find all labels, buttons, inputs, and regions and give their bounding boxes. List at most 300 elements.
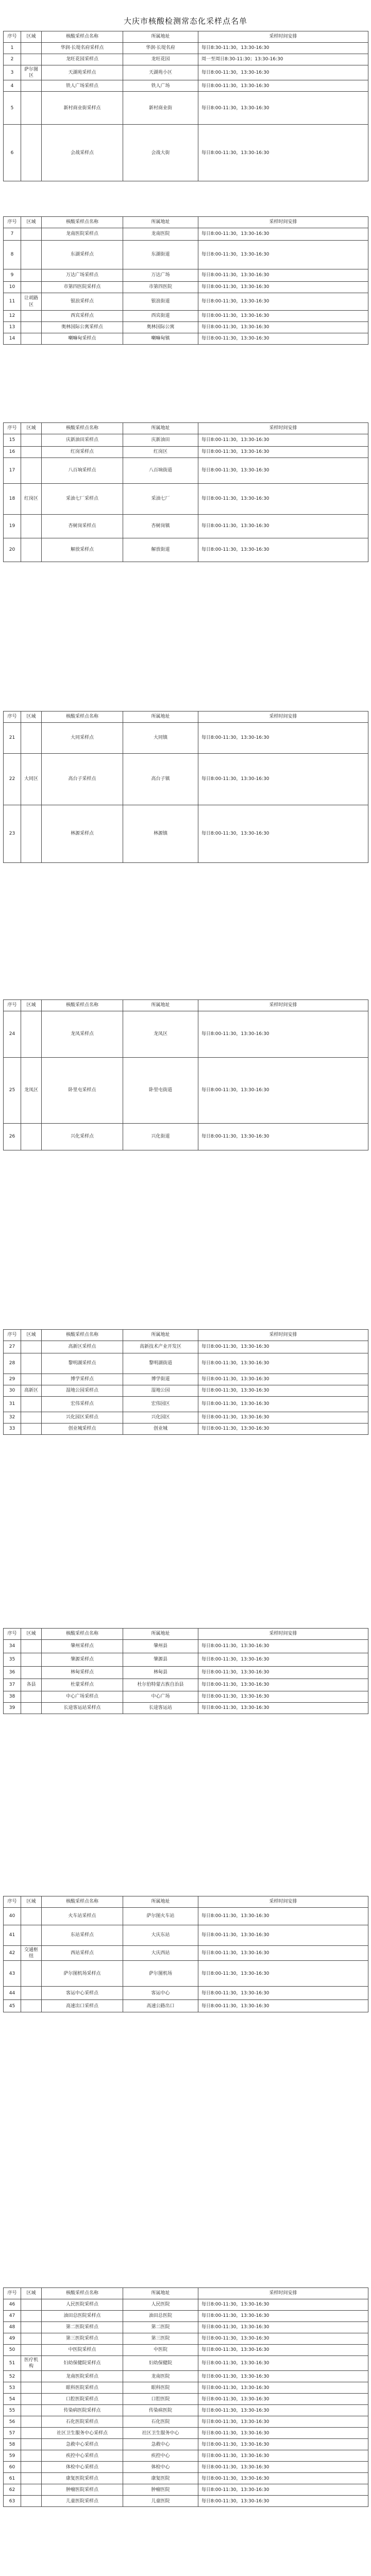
- table-row: [4, 1058, 368, 1124]
- table-row: [4, 1124, 368, 1150]
- site-hours: 每日8:00-11:30，13:30-16:30: [198, 2462, 368, 2473]
- table-row: [4, 484, 368, 515]
- row-area: [21, 434, 42, 447]
- site-hours: 每日8:00-11:30，13:30-16:30: [198, 2382, 368, 2394]
- row-area: 龙凤区: [21, 1058, 42, 1124]
- site-name: 杜蒙采样点: [42, 1679, 123, 1691]
- row-area: [21, 1423, 42, 1435]
- row-number: 46: [4, 2299, 21, 2311]
- table-header-row: [4, 1896, 368, 1908]
- site-name: 萨尔图机场采样点: [42, 1961, 123, 1987]
- site-name: 天湖苑采样点: [42, 65, 123, 80]
- sampling-table: [3, 1628, 368, 1714]
- row-area: 让胡路区: [21, 293, 42, 311]
- site-location: 林甸县: [123, 1667, 198, 1679]
- row-area: [21, 447, 42, 458]
- sampling-table: [3, 216, 368, 345]
- column-header: 区域: [21, 1330, 42, 1341]
- row-number: 39: [4, 1703, 21, 1714]
- site-name: 喇嘛甸采样点: [42, 333, 123, 345]
- site-name: 新村商业街采样点: [42, 92, 123, 125]
- row-number: 58: [4, 2439, 21, 2450]
- site-name: 肇源采样点: [42, 1653, 123, 1667]
- table-row: [4, 2405, 368, 2416]
- table-row: [4, 805, 368, 863]
- site-hours: 每日8:00-11:30，13:30-16:30: [198, 2405, 368, 2416]
- table-row: [4, 241, 368, 269]
- row-number: 44: [4, 1987, 21, 2000]
- site-hours: 每日8:00-11:30，13:30-16:30: [198, 293, 368, 311]
- table-header-row: [4, 711, 368, 723]
- site-location: 兴化园区: [123, 1412, 198, 1423]
- site-hours: 周一至周日8:30-11:30；13:30-16:30: [198, 54, 368, 65]
- row-area: [21, 2311, 42, 2322]
- row-area: [21, 1925, 42, 1946]
- site-name: 市第四医院采样点: [42, 282, 123, 293]
- row-area: [21, 2484, 42, 2496]
- column-header: 序号: [4, 1330, 21, 1341]
- row-area: [21, 2439, 42, 2450]
- site-name: 博学采样点: [42, 1374, 123, 1385]
- site-name: 客运中心采样点: [42, 1987, 123, 2000]
- sampling-table: [3, 1329, 368, 1435]
- site-hours: 每日8:00-11:30，13:30-16:30: [198, 311, 368, 322]
- column-header: 核酸采样点名称: [42, 1000, 123, 1011]
- row-number: 48: [4, 2322, 21, 2333]
- site-name: 西站采样点: [42, 1946, 123, 1961]
- table-row: [4, 1397, 368, 1412]
- site-location: 宏伟园区: [123, 1397, 198, 1412]
- row-area: [21, 1412, 42, 1423]
- column-header: 核酸采样点名称: [42, 217, 123, 228]
- site-hours: 每日8:00-11:30，13:30-16:30: [198, 125, 368, 181]
- site-hours: 每日8:00-11:30，13:30-16:30: [198, 282, 368, 293]
- row-number: 63: [4, 2496, 21, 2507]
- site-hours: 每日8:00-11:30，13:30-16:30: [198, 241, 368, 269]
- site-location: 兴化街道: [123, 1124, 198, 1150]
- row-number: 61: [4, 2473, 21, 2484]
- row-area: 高新区: [21, 1385, 42, 1397]
- row-area: [21, 1653, 42, 1667]
- table-row: [4, 2371, 368, 2382]
- site-name: 疾控中心采样点: [42, 2450, 123, 2462]
- row-number: 28: [4, 1353, 21, 1374]
- table-row: [4, 1011, 368, 1058]
- site-hours: 每日8:00-11:30，13:30-16:30: [198, 1423, 368, 1435]
- site-location: 大庆东站: [123, 1925, 198, 1946]
- table-row: [4, 2394, 368, 2405]
- row-number: 14: [4, 333, 21, 345]
- table-row: [4, 1908, 368, 1925]
- sampling-table: [3, 422, 368, 562]
- site-location: 解放街道: [123, 538, 198, 562]
- row-number: 42: [4, 1946, 21, 1961]
- site-name: 林源采样点: [42, 805, 123, 863]
- row-area: 各县: [21, 1679, 42, 1691]
- row-area: [21, 723, 42, 754]
- table-row: [4, 723, 368, 754]
- row-area: [21, 1374, 42, 1385]
- site-location: 市第四医院: [123, 282, 198, 293]
- table-row: [4, 2356, 368, 2371]
- site-name: 红岗采样点: [42, 447, 123, 458]
- column-header: 采样时间安排: [198, 2288, 368, 2299]
- column-header: 区域: [21, 1896, 42, 1908]
- site-name: 火车站采样点: [42, 1908, 123, 1925]
- site-name: 高速出口采样点: [42, 2000, 123, 2012]
- site-hours: 每日8:00-11:30，13:30-16:30: [198, 333, 368, 345]
- site-name: 石化医院采样点: [42, 2416, 123, 2428]
- site-name: 黎明湖采样点: [42, 1353, 123, 1374]
- row-area: [21, 2450, 42, 2462]
- table-row: [4, 515, 368, 538]
- row-number: 22: [4, 754, 21, 805]
- table-row: [4, 293, 368, 311]
- site-hours: 每日8:00-11:30，13:30-16:30: [198, 2496, 368, 2507]
- column-header: 采样时间安排: [198, 1000, 368, 1011]
- row-number: 31: [4, 1397, 21, 1412]
- table-row: [4, 125, 368, 181]
- column-header: 核酸采样点名称: [42, 423, 123, 434]
- site-hours: 每日8:00-11:30，13:30-16:30: [198, 1703, 368, 1714]
- column-header: 采样时间安排: [198, 423, 368, 434]
- site-location: 湿地公园: [123, 1385, 198, 1397]
- site-hours: 每日8:00-11:30，13:30-16:30: [198, 92, 368, 125]
- site-location: 大同镇: [123, 723, 198, 754]
- row-area: [21, 333, 42, 345]
- column-header: 核酸采样点名称: [42, 1896, 123, 1908]
- row-area: [21, 311, 42, 322]
- site-location: 铁人广场: [123, 80, 198, 92]
- row-number: 51: [4, 2356, 21, 2371]
- site-hours: 每日8:00-11:30，13:30-16:30: [198, 2416, 368, 2428]
- row-number: 7: [4, 228, 21, 241]
- site-location: 博学街道: [123, 1374, 198, 1385]
- site-name: 高台子采样点: [42, 754, 123, 805]
- site-hours: 每日8:00-11:30，13:30-16:30: [198, 2345, 368, 2356]
- site-name: 油田总医院采样点: [42, 2311, 123, 2322]
- site-location: 第二医院: [123, 2322, 198, 2333]
- row-number: 24: [4, 1011, 21, 1058]
- site-name: 庆新油田采样点: [42, 434, 123, 447]
- row-area: [21, 1908, 42, 1925]
- row-area: 交通枢纽: [21, 1946, 42, 1961]
- site-hours: 每日8:00-11:30，13:30-16:30: [198, 1385, 368, 1397]
- column-header: 所属地址: [123, 31, 198, 43]
- row-area: [21, 1397, 42, 1412]
- row-number: 57: [4, 2428, 21, 2439]
- site-hours: 每日8:30-11:30，13:30-16:30: [198, 43, 368, 54]
- column-header: 所属地址: [123, 423, 198, 434]
- site-hours: 每日8:00-11:30，13:30-16:30: [198, 2299, 368, 2311]
- row-number: 52: [4, 2371, 21, 2382]
- site-name: 中心广场采样点: [42, 1691, 123, 1703]
- site-hours: 每日8:00-11:30，13:30-16:30: [198, 2356, 368, 2371]
- row-number: 12: [4, 311, 21, 322]
- site-hours: 每日8:00-11:30，13:30-16:30: [198, 434, 368, 447]
- column-header: 采样时间安排: [198, 1330, 368, 1341]
- row-number: 45: [4, 2000, 21, 2012]
- row-number: 2: [4, 54, 21, 65]
- row-number: 5: [4, 92, 21, 125]
- row-number: 55: [4, 2405, 21, 2416]
- table-row: [4, 228, 368, 241]
- site-location: 新村商业街: [123, 92, 198, 125]
- column-header: 所属地址: [123, 1629, 198, 1640]
- site-location: 林源镇: [123, 805, 198, 863]
- table-row: [4, 1679, 368, 1691]
- site-hours: 每日8:00-11:30，13:30-16:30: [198, 1987, 368, 2000]
- row-area: [21, 1011, 42, 1058]
- row-number: 40: [4, 1908, 21, 1925]
- row-number: 49: [4, 2333, 21, 2345]
- site-location: 会战大街: [123, 125, 198, 181]
- site-hours: 每日8:00-11:30，13:30-16:30: [198, 1058, 368, 1124]
- row-number: 29: [4, 1374, 21, 1385]
- site-hours: 每日8:00-11:30，13:30-16:30: [198, 458, 368, 484]
- row-area: [21, 125, 42, 181]
- site-location: 口腔医院: [123, 2394, 198, 2405]
- site-name: 龙旺花园采样点: [42, 54, 123, 65]
- site-location: 客运中心: [123, 1987, 198, 2000]
- site-name: 采油七厂采样点: [42, 484, 123, 515]
- site-location: 龙凤区: [123, 1011, 198, 1058]
- table-row: [4, 1412, 368, 1423]
- site-hours: 每日8:00-11:30，13:30-16:30: [198, 754, 368, 805]
- site-hours: 每日8:00-11:30，13:30-16:30: [198, 1961, 368, 1987]
- row-number: 20: [4, 538, 21, 562]
- site-hours: 每日8:00-11:30，13:30-16:30: [198, 805, 368, 863]
- row-number: 36: [4, 1667, 21, 1679]
- row-area: [21, 1961, 42, 1987]
- site-location: 体检中心: [123, 2462, 198, 2473]
- site-name: 龙凤采样点: [42, 1011, 123, 1058]
- table-row: [4, 434, 368, 447]
- site-hours: 每日8:00-11:30，13:30-16:30: [198, 1667, 368, 1679]
- site-hours: 每日8:00-11:30，13:30-16:30: [198, 1011, 368, 1058]
- table-row: [4, 2428, 368, 2439]
- table-row: [4, 1925, 368, 1946]
- row-area: [21, 269, 42, 282]
- site-location: 庆新油田: [123, 434, 198, 447]
- table-header-row: [4, 1629, 368, 1640]
- site-location: 长途客运站: [123, 1703, 198, 1714]
- row-area: [21, 2345, 42, 2356]
- row-area: [21, 228, 42, 241]
- site-name: 传染病医院采样点: [42, 2405, 123, 2416]
- site-hours: 每日8:00-11:30，13:30-16:30: [198, 1653, 368, 1667]
- column-header: 采样时间安排: [198, 217, 368, 228]
- site-location: 肿瘤医院: [123, 2484, 198, 2496]
- site-name: 高新区采样点: [42, 1341, 123, 1353]
- row-number: 54: [4, 2394, 21, 2405]
- row-area: [21, 2333, 42, 2345]
- row-number: 35: [4, 1653, 21, 1667]
- table-row: [4, 1691, 368, 1703]
- site-hours: 每日8:00-11:30，13:30-16:30: [198, 538, 368, 562]
- site-location: 卧里屯街道: [123, 1058, 198, 1124]
- table-row: [4, 1385, 368, 1397]
- site-location: 高速公路出口: [123, 2000, 198, 2012]
- site-name: 万达广场采样点: [42, 269, 123, 282]
- row-area: [21, 282, 42, 293]
- site-name: 兴化园区采样点: [42, 1412, 123, 1423]
- column-header: 区域: [21, 31, 42, 43]
- site-location: 杏树岗镇: [123, 515, 198, 538]
- table-row: [4, 2322, 368, 2333]
- site-location: 创业城: [123, 1423, 198, 1435]
- site-name: 卧里屯采样点: [42, 1058, 123, 1124]
- site-name: 西宾采样点: [42, 311, 123, 322]
- row-area: [21, 2405, 42, 2416]
- site-location: 万达广场: [123, 269, 198, 282]
- site-location: 传染病医院: [123, 2405, 198, 2416]
- site-location: 油田总医院: [123, 2311, 198, 2322]
- column-header: 所属地址: [123, 2288, 198, 2299]
- site-name: 会战采样点: [42, 125, 123, 181]
- column-header: 核酸采样点名称: [42, 31, 123, 43]
- table-row: [4, 2496, 368, 2507]
- site-name: 急救中心采样点: [42, 2439, 123, 2450]
- row-area: 大同区: [21, 754, 42, 805]
- site-name: 解放采样点: [42, 538, 123, 562]
- table-row: [4, 43, 368, 54]
- row-area: [21, 515, 42, 538]
- table-row: [4, 282, 368, 293]
- site-location: 眼科医院: [123, 2382, 198, 2394]
- sampling-table: [3, 999, 368, 1150]
- row-number: 34: [4, 1640, 21, 1653]
- table-row: [4, 1341, 368, 1353]
- row-area: [21, 805, 42, 863]
- site-location: 龙南医院: [123, 228, 198, 241]
- row-number: 8: [4, 241, 21, 269]
- row-area: [21, 322, 42, 333]
- site-name: 东湖采样点: [42, 241, 123, 269]
- row-number: 26: [4, 1124, 21, 1150]
- page-title: 大庆市核酸检测常态化采样点名单: [123, 16, 247, 26]
- column-header: 采样时间安排: [198, 1896, 368, 1908]
- site-name: 林甸采样点: [42, 1667, 123, 1679]
- column-header: 采样时间安排: [198, 1629, 368, 1640]
- row-area: [21, 43, 42, 54]
- table-row: [4, 538, 368, 562]
- row-number: 43: [4, 1961, 21, 1987]
- table-row: [4, 2382, 368, 2394]
- table-row: [4, 311, 368, 322]
- table-row: [4, 54, 368, 65]
- site-hours: 每日8:00-11:30，13:30-16:30: [198, 65, 368, 80]
- row-area: [21, 2371, 42, 2382]
- table-row: [4, 2450, 368, 2462]
- row-area: [21, 538, 42, 562]
- sampling-table: [3, 2287, 368, 2507]
- row-number: 30: [4, 1385, 21, 1397]
- site-name: 铁人广场采样点: [42, 80, 123, 92]
- sampling-table: [3, 31, 368, 181]
- site-hours: 每日8:00-11:30，13:30-16:30: [198, 322, 368, 333]
- table-row: [4, 1946, 368, 1961]
- table-row: [4, 2462, 368, 2473]
- row-area: [21, 2394, 42, 2405]
- site-hours: 每日8:00-11:30，13:30-16:30: [198, 2000, 368, 2012]
- site-hours: 每日8:00-11:30，13:30-16:30: [198, 1691, 368, 1703]
- site-name: 兴化采样点: [42, 1124, 123, 1150]
- site-name: 第三医院采样点: [42, 2333, 123, 2345]
- site-name: 银浪采样点: [42, 293, 123, 311]
- site-hours: 每日8:00-11:30，13:30-16:30: [198, 515, 368, 538]
- table-row: [4, 1640, 368, 1653]
- site-location: 银浪街道: [123, 293, 198, 311]
- site-location: 疾控中心: [123, 2450, 198, 2462]
- site-name: 湿地公园采样点: [42, 1385, 123, 1397]
- sampling-table: [3, 1896, 368, 2012]
- row-area: 医疗机构: [21, 2356, 42, 2371]
- row-number: 47: [4, 2311, 21, 2322]
- column-header: 区域: [21, 1629, 42, 1640]
- row-number: 16: [4, 447, 21, 458]
- site-name: 口腔医院采样点: [42, 2394, 123, 2405]
- row-number: 25: [4, 1058, 21, 1124]
- table-row: [4, 754, 368, 805]
- column-header: 序号: [4, 31, 21, 43]
- row-area: [21, 2416, 42, 2428]
- row-number: 53: [4, 2382, 21, 2394]
- table-header-row: [4, 423, 368, 434]
- site-location: 妇幼保健院: [123, 2356, 198, 2371]
- site-hours: 每日8:00-11:30，13:30-16:30: [198, 2322, 368, 2333]
- site-name: 创业城采样点: [42, 1423, 123, 1435]
- column-header: 采样时间安排: [198, 711, 368, 723]
- table-row: [4, 1987, 368, 2000]
- site-hours: 每日8:00-11:30，13:30-16:30: [198, 484, 368, 515]
- column-header: 序号: [4, 1896, 21, 1908]
- row-number: 41: [4, 1925, 21, 1946]
- site-location: 中医院: [123, 2345, 198, 2356]
- site-location: 萨尔图火车站: [123, 1908, 198, 1925]
- row-area: [21, 1667, 42, 1679]
- row-area: 萨尔图区: [21, 65, 42, 80]
- site-location: 儿童医院: [123, 2496, 198, 2507]
- column-header: 序号: [4, 711, 21, 723]
- site-location: 西宾街道: [123, 311, 198, 322]
- row-number: 27: [4, 1341, 21, 1353]
- column-header: 区域: [21, 2288, 42, 2299]
- site-hours: 每日8:00-11:30，13:30-16:30: [198, 269, 368, 282]
- site-location: 八百垧街道: [123, 458, 198, 484]
- row-number: 13: [4, 322, 21, 333]
- row-number: 10: [4, 282, 21, 293]
- table-row: [4, 447, 368, 458]
- table-row: [4, 2439, 368, 2450]
- table-header-row: [4, 1000, 368, 1011]
- column-header: 序号: [4, 1000, 21, 1011]
- table-header-row: [4, 217, 368, 228]
- site-name: 宏伟采样点: [42, 1397, 123, 1412]
- site-hours: 每日8:00-11:30，13:30-16:30: [198, 1925, 368, 1946]
- table-row: [4, 2000, 368, 2012]
- row-number: 50: [4, 2345, 21, 2356]
- row-area: [21, 1703, 42, 1714]
- site-hours: 每日8:00-11:30，13:30-16:30: [198, 80, 368, 92]
- row-area: [21, 241, 42, 269]
- table-row: [4, 1374, 368, 1385]
- site-name: 肿瘤医院采样点: [42, 2484, 123, 2496]
- row-number: 23: [4, 805, 21, 863]
- row-number: 4: [4, 80, 21, 92]
- row-area: [21, 2473, 42, 2484]
- site-location: 华润·长堤名府: [123, 43, 198, 54]
